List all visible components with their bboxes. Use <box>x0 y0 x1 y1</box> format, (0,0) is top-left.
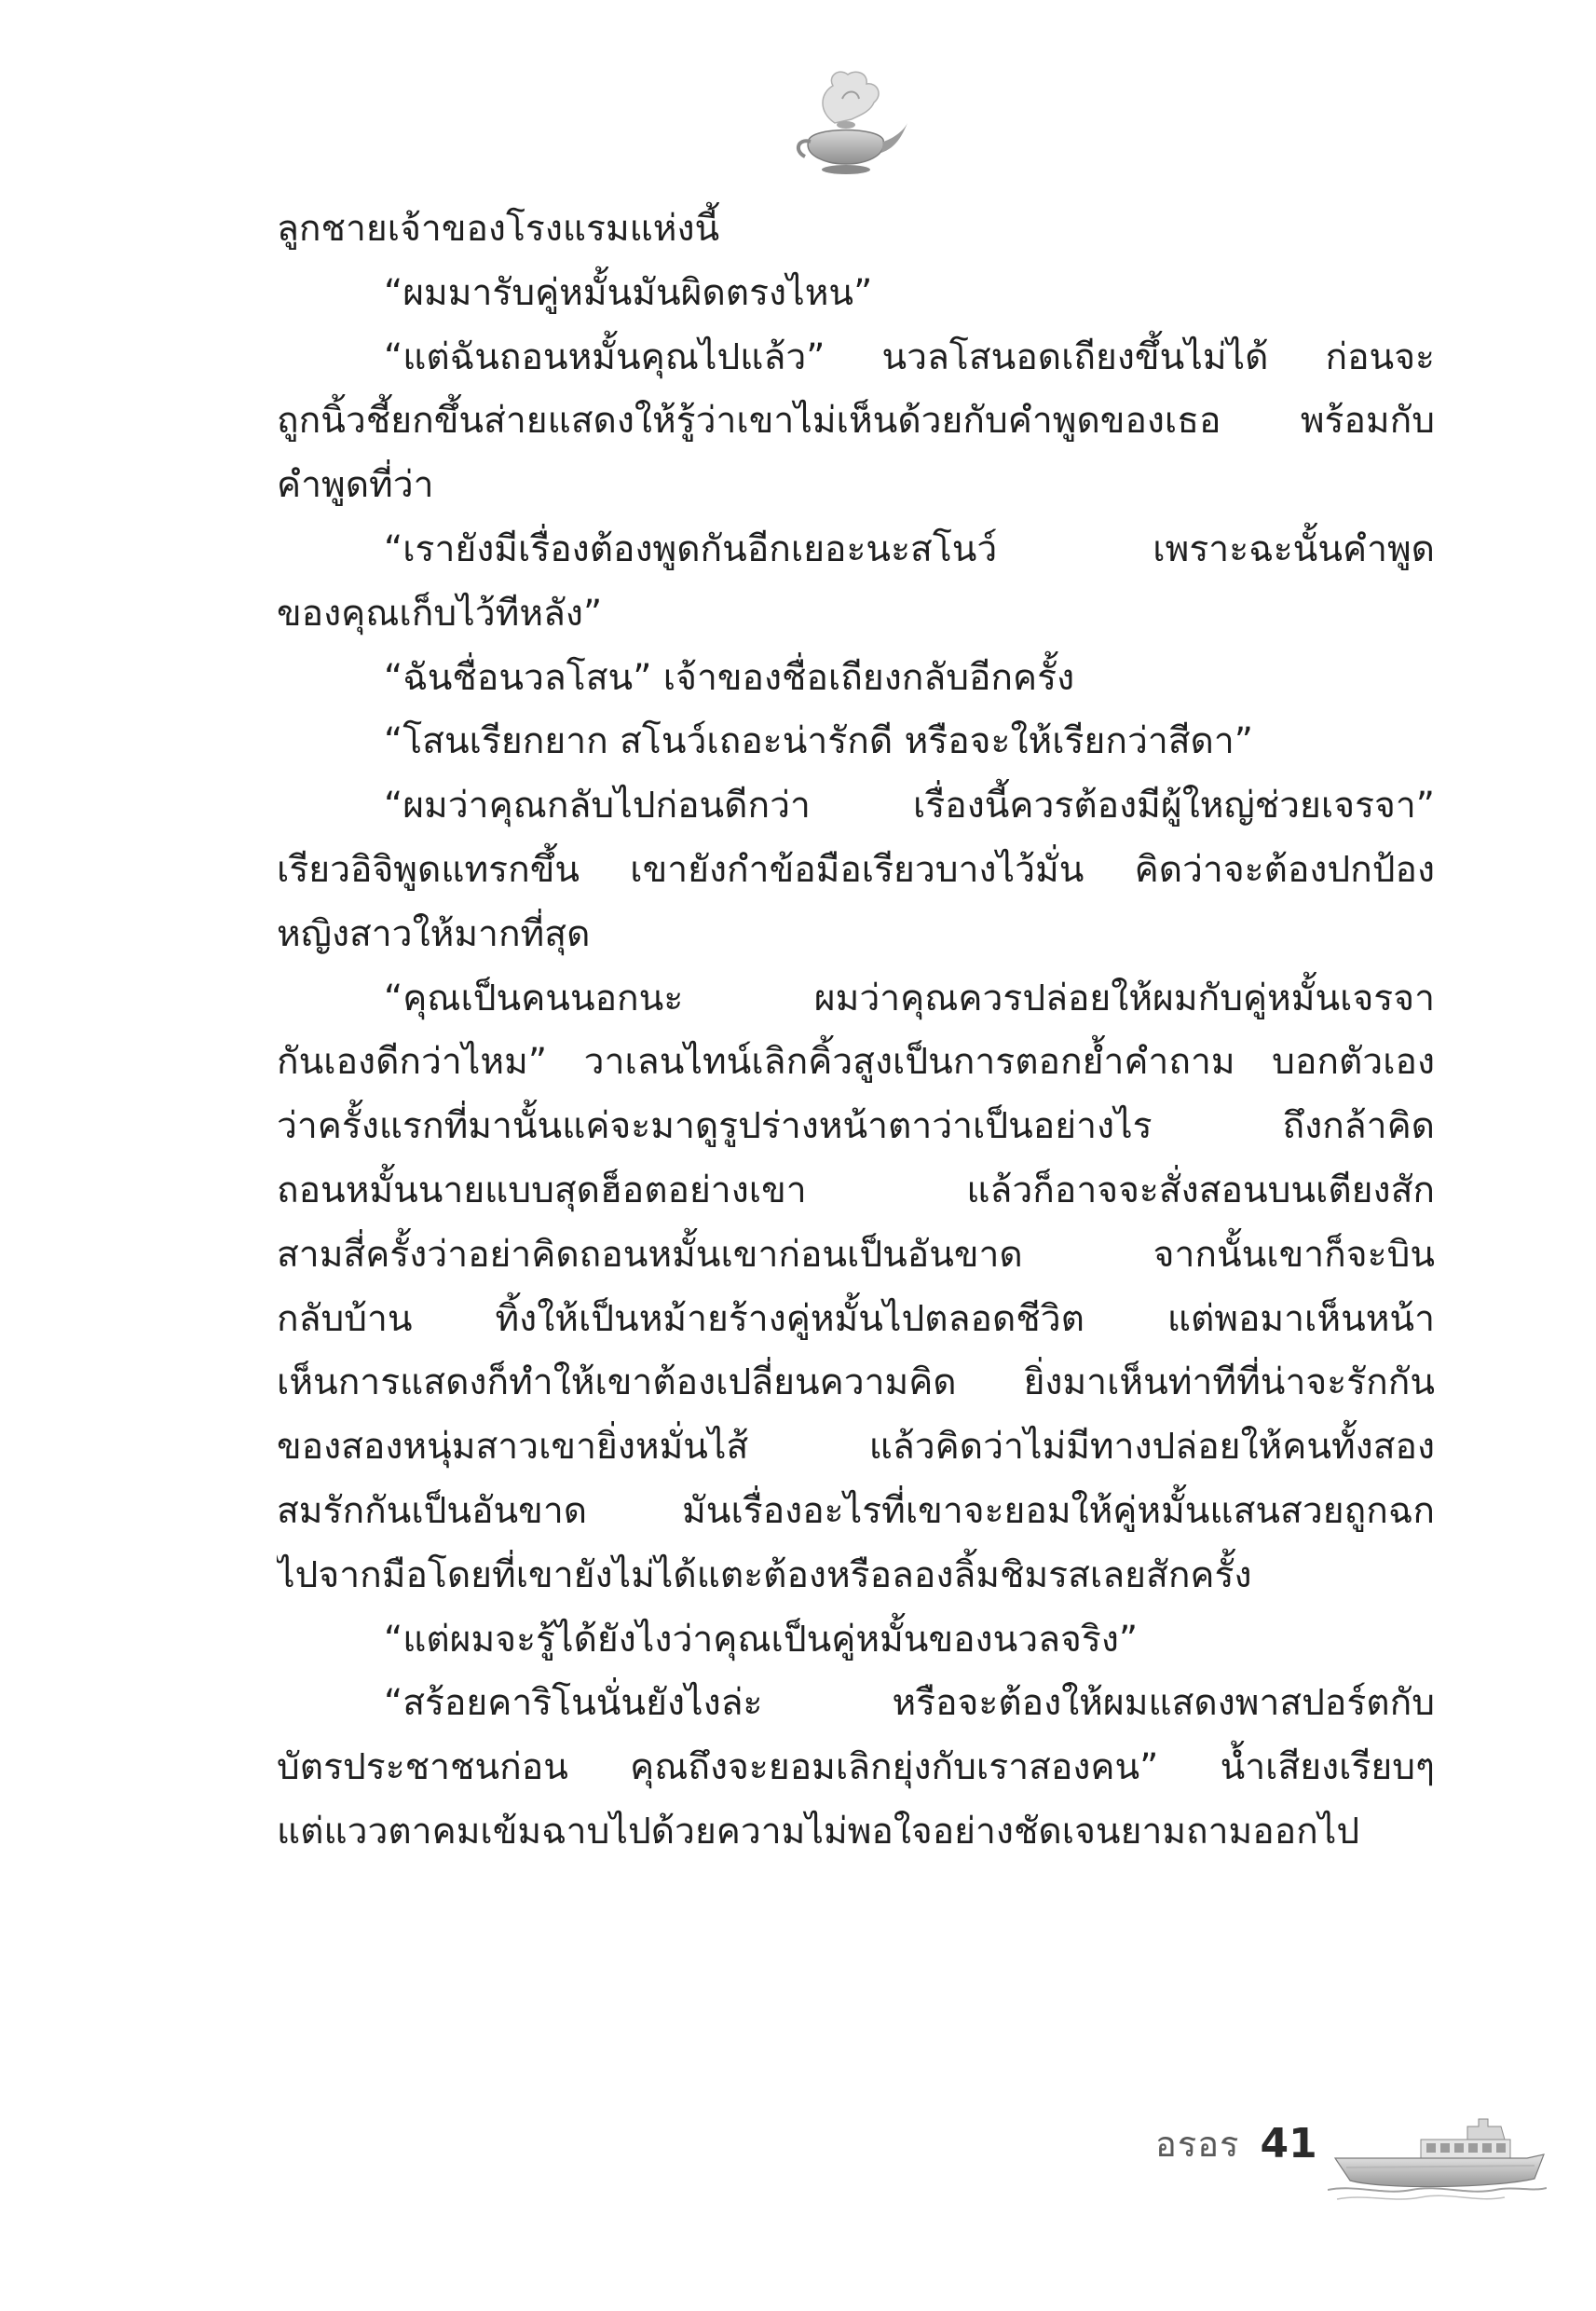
text-line: ของสองหนุ่มสาวเขายิ่งหมั่นไส้ แล้วคิดว่าไม่มีทางปล่อยให้คนทั้งสอง <box>277 1426 1435 1469</box>
text-line: คำพูดที่ว่า <box>277 464 434 507</box>
text-line: หญิงสาวให้มากที่สุด <box>277 912 591 955</box>
text-line: บัตรประชาชนก่อน คุณถึงจะยอมเลิกยุ่งกับเราสองคน” น้ำเสียงเรียบๆ <box>277 1746 1435 1789</box>
text-line: ลูกชายเจ้าของโรงแรมแห่งนี้ <box>277 208 720 250</box>
page-footer <box>1155 2106 1317 2181</box>
boat-icon <box>1328 2113 1547 2207</box>
text-line: แต่แววตาคมเข้มฉาบไปด้วยความไม่พอใจอย่างชัดเจนยามถามออกไป <box>277 1810 1360 1853</box>
text-line: “โสนเรียกยาก สโนว์เถอะน่ารักดี หรือจะให้เรียกว่าสีดา” <box>384 720 1253 763</box>
text-line: เห็นการแสดงก็ทำให้เขาต้องเปลี่ยนความคิด ยิ่งมาเห็นท่าทีที่น่าจะรักกัน <box>277 1361 1435 1404</box>
text-line: กลับบ้าน ทิ้งให้เป็นหม้ายร้างคู่หมั้นไปตลอดชีวิต แต่พอมาเห็นหน้า <box>277 1297 1435 1340</box>
author-name: อรอร <box>1155 2123 1240 2165</box>
text-line: ถอนหมั้นนายแบบสุดฮ็อตอย่างเขา แล้วก็อาจจะสั่งสอนบนเตียงสัก <box>277 1169 1435 1211</box>
text-line: ไปจากมือโดยที่เขายังไม่ได้แตะต้องหรือลองลิ้มชิมรสเลยสักครั้ง <box>277 1553 1252 1596</box>
text-line: “แต่ฉันถอนหมั้นคุณไปแล้ว” นวลโสนอดเถียงขึ้นไม่ได้ ก่อนจะ <box>384 335 1435 378</box>
text-line: ของคุณเก็บไว้ทีหลัง” <box>277 592 603 635</box>
text-line: “ผมมารับคู่หมั้นมันผิดตรงไหน” <box>384 271 873 314</box>
text-line: “แต่ผมจะรู้ได้ยังไงว่าคุณเป็นคู่หมั้นของนวลจริง” <box>384 1618 1139 1661</box>
text-line: สมรักกันเป็นอันขาด มันเรื่องอะไรที่เขาจะยอมให้คู่หมั้นแสนสวยถูกฉก <box>277 1489 1435 1532</box>
text-line: “เรายังมีเรื่องต้องพูดกันอีกเยอะนะสโนว์ เพราะฉะนั้นคำพูด <box>384 527 1435 570</box>
body-text <box>277 198 1435 1865</box>
text-line: “สร้อยคาริโนนั่นยังไงล่ะ หรือจะต้องให้ผมแสดงพาสปอร์ตกับ <box>384 1682 1435 1725</box>
text-line: เรียวอิจิพูดแทรกขึ้น เขายังกำข้อมือเรียวบางไว้มั่น คิดว่าจะต้องปกป้อง <box>277 848 1435 891</box>
text-line: กันเองดีกว่าไหม” วาเลนไทน์เลิกคิ้วสูงเป็นการตอกย้ำคำถาม บอกตัวเอง <box>277 1041 1435 1084</box>
genie-lamp-icon <box>781 67 911 179</box>
page-number: 41 <box>1260 2119 1317 2167</box>
text-line: “ผมว่าคุณกลับไปก่อนดีกว่า เรื่องนี้ควรต้องมีผู้ใหญ่ช่วยเจรจา” <box>384 785 1435 827</box>
text-line: ถูกนิ้วชี้ยกขึ้นส่ายแสดงให้รู้ว่าเขาไม่เห็นด้วยกับคำพูดของเธอ พร้อมกับ <box>277 400 1435 443</box>
text-line: ว่าครั้งแรกที่มานั้นแค่จะมาดูรูปร่างหน้าตาว่าเป็นอย่างไร ถึงกล้าคิด <box>277 1105 1435 1148</box>
text-line: “คุณเป็นคนนอกนะ ผมว่าคุณควรปล่อยให้ผมกับคู่หมั้นเจรจา <box>384 977 1435 1019</box>
text-line: สามสี่ครั้งว่าอย่าคิดถอนหมั้นเขาก่อนเป็นอันขาด จากนั้นเขาก็จะบิน <box>277 1233 1435 1276</box>
text-line: “ฉันชื่อนวลโสน” เจ้าของชื่อเถียงกลับอีกครั้ง <box>384 656 1075 699</box>
